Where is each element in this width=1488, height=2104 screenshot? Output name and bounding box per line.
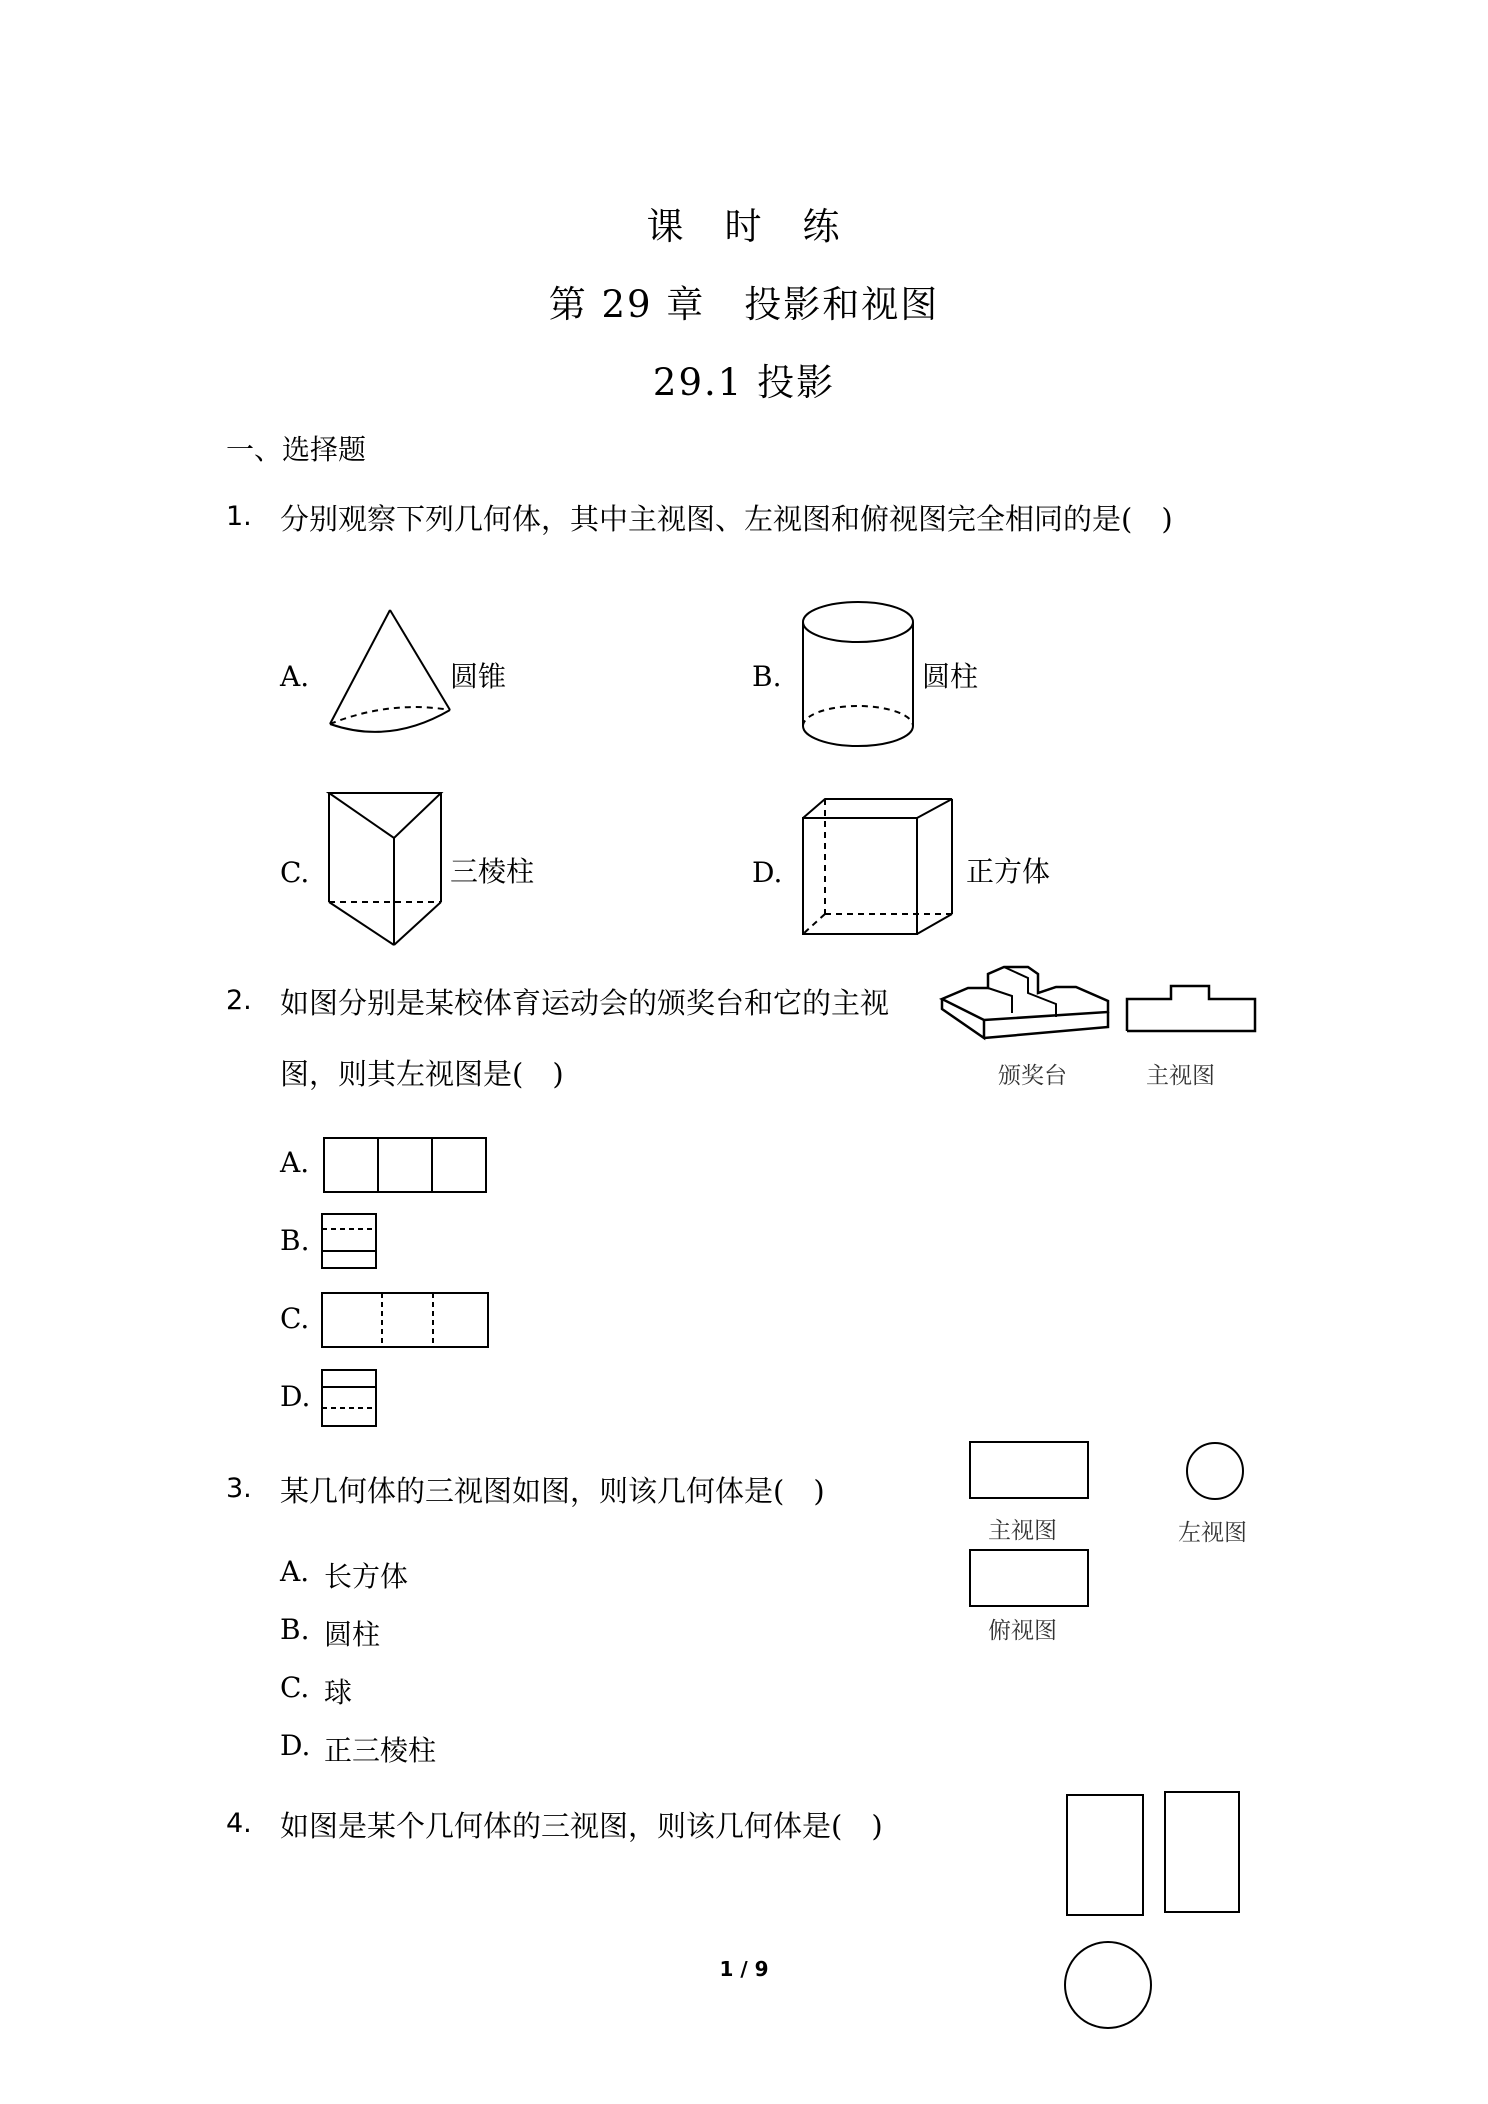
q3-option-a-label: 长方体 [324,1560,409,1593]
part-heading: 一、选择题 [226,433,367,466]
q3-top-view-caption: 俯视图 [988,1618,1057,1644]
q1-text: 分别观察下列几何体，其中主视图、左视图和俯视图完全相同的是( ) [280,502,1173,536]
q1-option-d-label: 正方体 [966,855,1051,888]
q2-text-line2: 图，则其左视图是( ) [280,1057,564,1091]
q4-left-view-rect [1163,1790,1243,1916]
q3-option-c-letter: C. [280,1671,310,1704]
cube-figure [800,796,960,941]
q3-front-view-rect [968,1440,1094,1502]
cone-figure [320,600,460,750]
q3-option-d-label: 正三棱柱 [324,1734,437,1767]
square-dashed-bottom-line [320,1368,380,1430]
square-dashed-top-line [320,1212,380,1272]
q3-option-c-label: 球 [324,1676,353,1709]
q3-left-view-circle [1185,1441,1247,1503]
three-cell-rectangle [322,1136,492,1196]
q3-option-d-letter: D. [280,1729,311,1762]
chapter-title: 第 29 章 投影和视图 [548,283,940,326]
q1-option-b-label: 圆柱 [922,660,979,693]
cylinder-figure [800,598,920,748]
podium-caption: 颁奖台 [998,1063,1067,1089]
page-title: 课 时 练 [646,205,842,248]
q1-option-c-label: 三棱柱 [450,855,535,888]
q1-option-c-letter: C. [280,856,310,889]
q1-number: 1. [226,501,252,532]
q4-front-view-rect [1065,1793,1147,1919]
q4-top-view-circle [1063,1940,1155,2032]
q2-number: 2. [226,985,252,1016]
q1-option-a-label: 圆锥 [450,660,507,693]
q3-text: 某几何体的三视图如图，则该几何体是( ) [280,1474,825,1508]
q3-top-view-rect [968,1548,1094,1610]
q1-option-b-letter: B. [752,660,782,693]
front-view-caption: 主视图 [1146,1063,1215,1089]
q2-option-a-letter: A. [280,1146,310,1179]
triangular-prism-figure [326,790,451,950]
q1-option-a-letter: A. [280,660,310,693]
q3-option-b-letter: B. [280,1613,310,1646]
q3-number: 3. [226,1473,252,1504]
q2-option-c-letter: C. [280,1302,310,1335]
q2-option-d-letter: D. [280,1380,311,1413]
q2-option-b-letter: B. [280,1224,310,1257]
q2-text-line1: 如图分别是某校体育运动会的颁奖台和它的主视 [280,986,890,1020]
q4-text: 如图是某个几何体的三视图，则该几何体是( ) [280,1809,883,1843]
section-title: 29.1 投影 [652,361,836,404]
q1-option-d-letter: D. [752,856,783,889]
podium-front-view-figure [1123,983,1263,1033]
page-number: 1 / 9 [719,1957,769,1981]
q3-option-b-label: 圆柱 [324,1618,381,1651]
podium-figure [938,965,1113,1060]
q4-number: 4. [226,1808,252,1839]
q3-front-view-caption: 主视图 [988,1518,1057,1544]
q3-option-a-letter: A. [280,1555,310,1588]
rectangle-dashed-dividers [320,1291,492,1351]
q3-left-view-caption: 左视图 [1178,1520,1247,1546]
